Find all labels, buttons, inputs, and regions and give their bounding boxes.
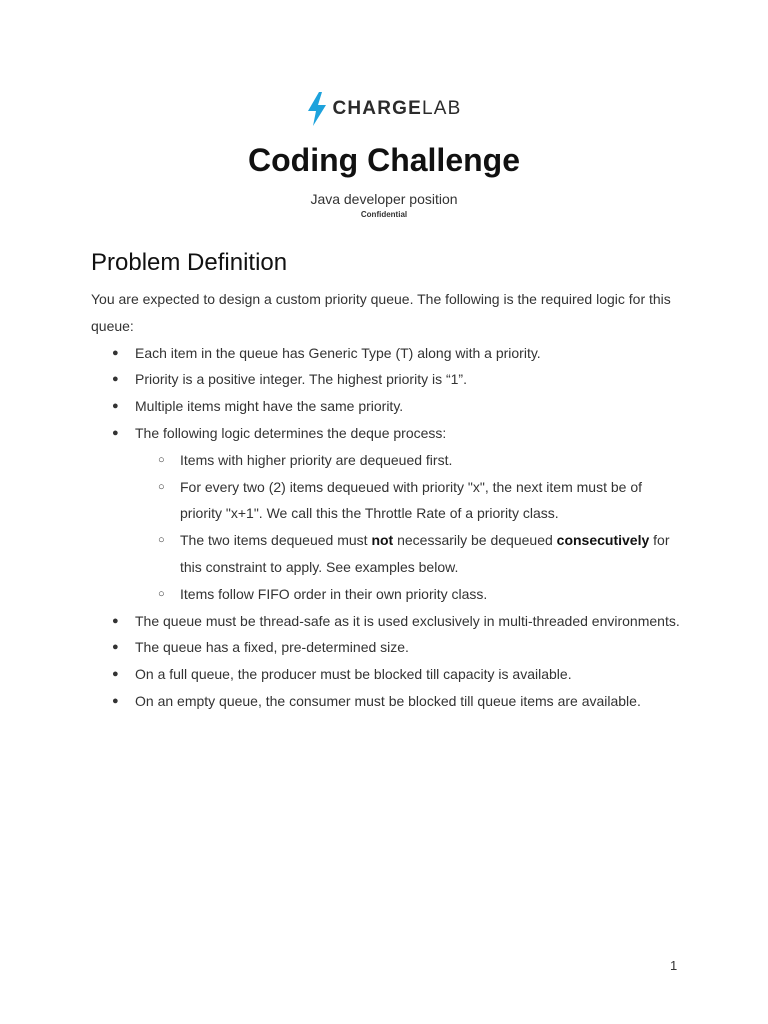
page-number: 1 (670, 958, 678, 973)
brand-name (332, 98, 461, 120)
brand-name-bold: CHARGE (332, 98, 423, 119)
chargelab-logo (0, 92, 768, 126)
bullet: ● (112, 614, 119, 627)
sub-list-item-text: Items with higher priority are dequeued first. (180, 451, 453, 468)
section-heading: Problem Definition (91, 249, 288, 276)
list-item-text: On an empty queue, the consumer must be blocked till queue items are available. (135, 692, 641, 709)
bullet: ● (112, 694, 119, 707)
lightning-bolt-icon (306, 92, 328, 126)
sub-list-item-text: for this constraint to apply. See examples below. (180, 532, 670, 575)
requirements-list (91, 340, 681, 447)
bullet: ● (112, 426, 119, 439)
deque-logic-sublist (91, 447, 681, 608)
list-item (91, 634, 681, 661)
bullet: ● (112, 400, 119, 413)
list-item-text: The queue has a fixed, pre-determined size. (135, 639, 409, 656)
emphasis-not: not (371, 532, 394, 549)
sub-list-item (91, 581, 681, 608)
list-item-text: The following logic determines the deque process: (135, 424, 447, 441)
document-subtitle: Java developer position (310, 191, 458, 207)
emphasis-consecutively: consecutively (556, 532, 650, 549)
requirements-list-continued (91, 608, 681, 715)
sub-bullet: ○ (158, 534, 165, 547)
list-item-text: Multiple items might have the same priority. (135, 398, 404, 415)
sub-bullet: ○ (158, 480, 165, 493)
sub-list-item (91, 447, 681, 474)
list-item-text: The queue must be thread-safe as it is used exclusively in multi-threaded environments. (135, 612, 680, 629)
brand-name-regular: LAB (422, 98, 462, 119)
list-item-text: Each item in the queue has Generic Type (T) along with a priority. (135, 344, 541, 361)
section-body (91, 286, 681, 715)
sub-list-item-text: necessarily be dequeued (393, 532, 557, 549)
bullet: ● (112, 641, 119, 654)
bullet: ● (112, 346, 119, 359)
sub-bullet: ○ (158, 587, 165, 600)
sub-list-item-text: The two items dequeued must (180, 532, 372, 549)
sub-list-item-text: Items follow FIFO order in their own priority class. (180, 585, 488, 602)
list-item (91, 661, 681, 688)
list-item-text: Priority is a positive integer. The highest priority is “1”. (135, 371, 467, 388)
document-title: Coding Challenge (248, 142, 520, 178)
list-item (91, 420, 681, 447)
list-item (91, 340, 681, 367)
sub-list-item (91, 527, 681, 581)
list-item (91, 393, 681, 420)
sub-list-item (91, 474, 681, 528)
list-item (91, 688, 681, 715)
bullet: ● (112, 373, 119, 386)
bullet: ● (112, 668, 119, 681)
confidential-label: Confidential (360, 210, 408, 219)
list-item (91, 608, 681, 635)
sub-list-item-text: For every two (2) items dequeued with priority "x", the next item must be of priority "x+1". We call this the Throttle Rate of a priority class. (180, 478, 643, 522)
sub-bullet: ○ (158, 453, 165, 466)
list-item (91, 366, 681, 393)
list-item-text: On a full queue, the producer must be blocked till capacity is available. (135, 666, 572, 683)
intro-paragraph: You are expected to design a custom priority queue. The following is the required logic for this queue: (91, 291, 671, 334)
